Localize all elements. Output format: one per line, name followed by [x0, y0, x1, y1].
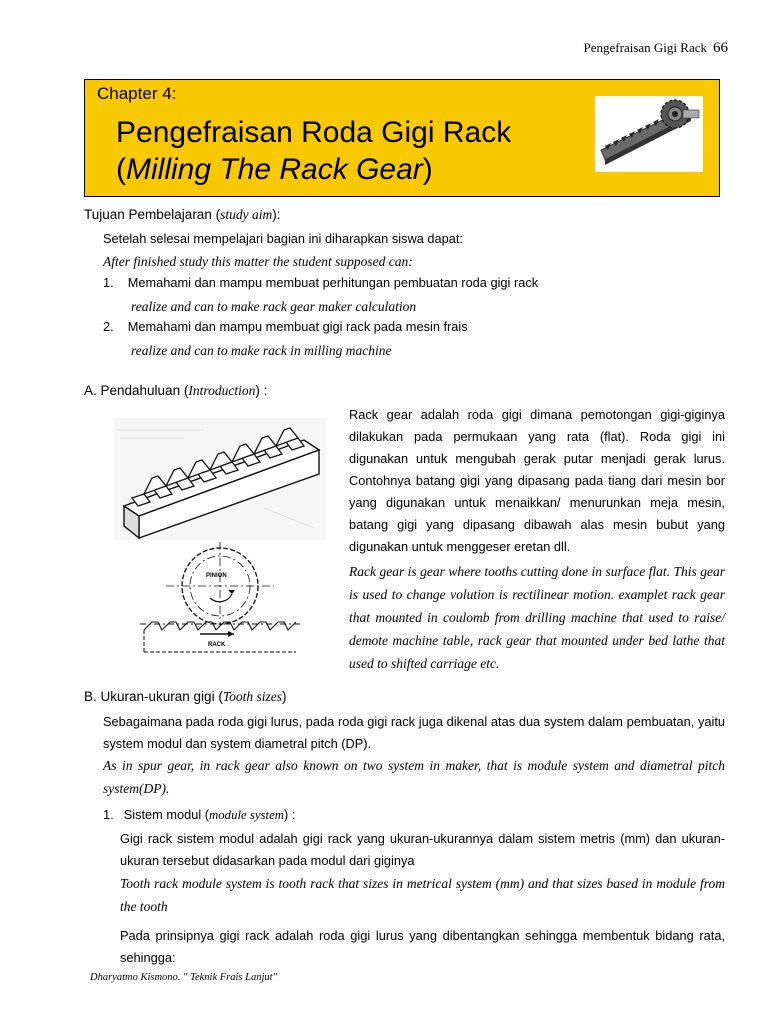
section-a-body-en: Rack gear is gear where tooths cutting done in surface flat. This gear is used to change volution is rectilinear motion. examplet rack gear that mounted in coulomb from drilling machine that used to raise/ demote machine table, rack gear that mounted under bed lathe that used to shifted carriage etc.: [349, 564, 725, 671]
section-a-heading-close: ) :: [255, 383, 268, 398]
paren-close: ): [422, 153, 433, 186]
aims-heading-en: study aim: [220, 207, 273, 222]
chapter-title-en: Milling The Rack Gear: [126, 153, 423, 186]
section-a-body-id: Rack gear adalah roda gigi dimana pemotongan gigi-giginya dilakukan pada permukaan yang rata (flat). Roda gigi ini digunakan untuk mengubah gerak putar menjadi gerak lurus. Contohnya batang gigi yang dipasang pada tiang dari mesin bor yang digunakan untuk menaikkan/ menurunkan meja mesin, batang gigi yang dipasang dibawah alas mesin bubut yang digunakan untuk menggeser eretan dll.: [349, 407, 725, 554]
sub1-heading-en: module system: [209, 808, 285, 822]
sub1-body-en: Tooth rack module system is tooth rack that sizes in metrical system (mm) and that sizes based in module from the tooth: [120, 876, 725, 914]
section-b-heading-text: B. Ukuran-ukuran gigi (: [84, 689, 223, 704]
rack-isometric-drawing: [114, 418, 326, 540]
sub1-body-id: Gigi rack sistem modul adalah gigi rack yang ukuran-ukurannya dalam sistem metris (mm) dan ukuran-ukuran tersebut didasarkan pada modul dari giginya: [120, 831, 725, 868]
section-b-heading-en: Tooth sizes: [222, 689, 282, 704]
rack-label: RACK: [208, 642, 226, 648]
chapter-label: Chapter 4:: [97, 84, 177, 103]
aims-item-2-en: realize and can to make rack in milling machine: [131, 343, 392, 358]
section-a-heading-text: A. Pendahuluan (: [84, 383, 189, 398]
aims-heading-close: ):: [272, 207, 281, 222]
rack-gear-photo-icon: [595, 96, 703, 172]
rack-gear-photo: [595, 96, 703, 172]
section-b-heading: [84, 689, 286, 705]
chapter-title: [116, 114, 511, 188]
section-a-heading: [84, 383, 267, 399]
sub1-heading: [103, 807, 295, 823]
sub1-body2-id: Pada prinsipnya gigi rack adalah roda gigi lurus yang dibentangkan sehingga membentuk bidang rata, sehingga:: [120, 928, 725, 965]
section-a-body: [349, 404, 725, 675]
running-title: Pengefraisan Gigi Rack: [583, 40, 707, 55]
chapter-title-en-line: [116, 151, 511, 188]
aims-item-text: Memahami dan mampu membuat gigi rack pada mesin frais: [127, 319, 468, 334]
aims-intro-en: After finished study this matter the student supposed can:: [103, 254, 413, 269]
aims-intro-id: Setelah selesai mempelajari bagian ini diharapkan siswa dapat:: [103, 231, 463, 246]
pinion-label: PINION: [206, 573, 227, 579]
sub1-num: 1.: [103, 807, 114, 822]
section-a-heading-en: Introduction: [188, 383, 256, 398]
chapter-title-id: Pengefraisan Roda Gigi Rack: [116, 116, 512, 149]
chapter-banner: [84, 79, 720, 197]
footer-credit: Dharyatmo Kismono. " Teknik Frais Lanjut": [90, 972, 277, 983]
running-header: [584, 40, 728, 57]
aims-item-num: 1.: [103, 275, 114, 290]
section-b-body-id: Sebagaimana pada roda gigi lurus, pada roda gigi rack juga dikenal atas dua system dalam pembuatan, yaitu system modul dan system diametral pitch (DP).: [103, 714, 725, 751]
aims-item-2: [103, 316, 468, 338]
pinion-rack-figure: [140, 540, 300, 658]
pinion-rack-drawing: [140, 540, 300, 658]
sub1-heading-close: ) :: [284, 807, 296, 822]
section-b-body-en: As in spur gear, in rack gear also known on two system in maker, that is module system and diametral pitch system(DP).: [103, 758, 725, 796]
aims-heading-text: Tujuan Pembelajaran (: [84, 207, 221, 222]
sub1-heading-text: Sistem modul (: [123, 807, 210, 822]
section-b-heading-close: ): [281, 689, 287, 704]
paren-open: (: [116, 153, 126, 186]
aims-heading: [84, 207, 280, 223]
rack-isometric-figure: [114, 418, 326, 540]
aims-item-1-en: realize and can to make rack gear maker calculation: [131, 299, 417, 314]
aims-item-num: 2.: [103, 319, 114, 334]
page-number: 66: [713, 40, 728, 56]
aims-item-1: [103, 272, 538, 294]
aims-item-text: Memahami dan mampu membuat perhitungan pembuatan roda gigi rack: [127, 275, 539, 290]
